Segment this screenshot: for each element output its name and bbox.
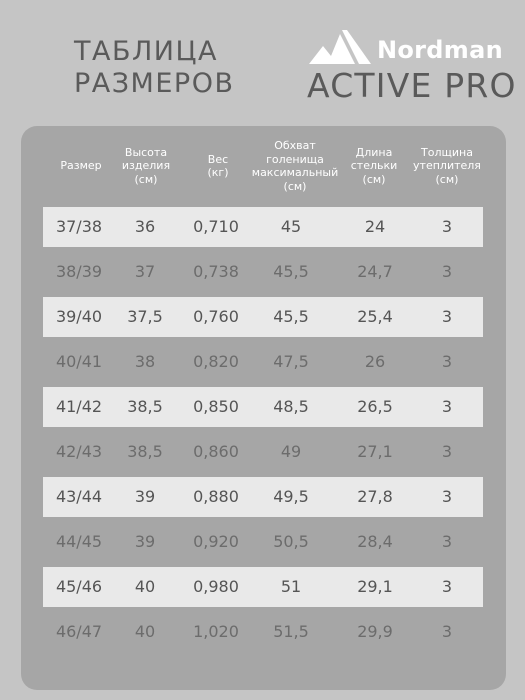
cell-insole-length: 26 bbox=[364, 352, 386, 372]
header-insole-length: Длина стельки (см) bbox=[350, 145, 398, 186]
cell-insole-length: 27,8 bbox=[357, 487, 393, 507]
cell-weight: 0,880 bbox=[193, 487, 239, 507]
cell-insole-length: 25,4 bbox=[357, 307, 393, 327]
cell-insulation: 3 bbox=[441, 442, 453, 462]
table-row bbox=[43, 477, 483, 517]
cell-size: 38/39 bbox=[55, 262, 103, 282]
cell-height: 39 bbox=[134, 532, 156, 552]
cell-height: 38,5 bbox=[127, 397, 163, 417]
cell-insulation: 3 bbox=[441, 307, 453, 327]
cell-insulation: 3 bbox=[441, 262, 453, 282]
cell-insulation: 3 bbox=[441, 352, 453, 372]
cell-weight: 1,020 bbox=[193, 622, 239, 642]
cell-size: 39/40 bbox=[55, 307, 103, 327]
cell-insulation: 3 bbox=[441, 217, 453, 237]
header-size: Размер bbox=[60, 159, 102, 173]
cell-insulation: 3 bbox=[441, 532, 453, 552]
cell-weight: 0,860 bbox=[193, 442, 239, 462]
table-row bbox=[43, 432, 483, 472]
cell-shaft-girth: 45,5 bbox=[273, 307, 309, 327]
cell-insole-length: 26,5 bbox=[357, 397, 393, 417]
table-body bbox=[43, 207, 483, 657]
table-row bbox=[43, 522, 483, 562]
cell-shaft-girth: 49 bbox=[280, 442, 302, 462]
cell-weight: 0,760 bbox=[193, 307, 239, 327]
cell-weight: 0,850 bbox=[193, 397, 239, 417]
table-header bbox=[21, 126, 506, 206]
cell-size: 44/45 bbox=[55, 532, 103, 552]
cell-height: 39 bbox=[134, 487, 156, 507]
cell-size: 40/41 bbox=[55, 352, 103, 372]
cell-insulation: 3 bbox=[441, 622, 453, 642]
cell-insole-length: 24,7 bbox=[357, 262, 393, 282]
cell-height: 40 bbox=[134, 622, 156, 642]
cell-shaft-girth: 45,5 bbox=[273, 262, 309, 282]
page-title bbox=[74, 36, 234, 100]
cell-insulation: 3 bbox=[441, 577, 453, 597]
table-row bbox=[43, 567, 483, 607]
cell-weight: 0,710 bbox=[193, 217, 239, 237]
title-line-1: ТАБЛИЦА bbox=[74, 36, 218, 67]
table-row bbox=[43, 612, 483, 652]
cell-shaft-girth: 51,5 bbox=[273, 622, 309, 642]
table-row bbox=[43, 207, 483, 247]
cell-insulation: 3 bbox=[441, 397, 453, 417]
brand-block bbox=[305, 28, 517, 105]
cell-height: 38,5 bbox=[127, 442, 163, 462]
brand-name: Nordman bbox=[377, 36, 503, 64]
cell-shaft-girth: 51 bbox=[280, 577, 302, 597]
title-line-2: РАЗМЕРОВ bbox=[74, 68, 235, 99]
cell-shaft-girth: 49,5 bbox=[273, 487, 309, 507]
cell-shaft-girth: 50,5 bbox=[273, 532, 309, 552]
cell-shaft-girth: 47,5 bbox=[273, 352, 309, 372]
cell-height: 40 bbox=[134, 577, 156, 597]
cell-weight: 0,920 bbox=[193, 532, 239, 552]
header-insulation-thickness: Толщина утеплителя (см) bbox=[413, 145, 481, 186]
product-name: ACTIVE PRO bbox=[307, 66, 517, 105]
cell-insole-length: 29,1 bbox=[357, 577, 393, 597]
nordman-mountains-logo-icon bbox=[309, 30, 371, 64]
header-shaft-girth: Обхват голенища максимальный (см) bbox=[251, 139, 339, 193]
table-row bbox=[43, 297, 483, 337]
cell-weight: 0,738 bbox=[193, 262, 239, 282]
cell-size: 43/44 bbox=[55, 487, 103, 507]
cell-height: 36 bbox=[134, 217, 156, 237]
cell-height: 37 bbox=[134, 262, 156, 282]
cell-size: 46/47 bbox=[55, 622, 103, 642]
cell-insole-length: 24 bbox=[364, 217, 386, 237]
table-row bbox=[43, 387, 483, 427]
cell-size: 42/43 bbox=[55, 442, 103, 462]
header-height: Высота изделия (см) bbox=[121, 145, 171, 186]
size-table bbox=[21, 126, 506, 690]
cell-weight: 0,820 bbox=[193, 352, 239, 372]
table-row bbox=[43, 252, 483, 292]
cell-insole-length: 27,1 bbox=[357, 442, 393, 462]
cell-height: 38 bbox=[134, 352, 156, 372]
cell-weight: 0,980 bbox=[193, 577, 239, 597]
cell-insulation: 3 bbox=[441, 487, 453, 507]
header-weight: Вес (кг) bbox=[207, 152, 229, 179]
table-row bbox=[43, 342, 483, 382]
cell-insole-length: 29,9 bbox=[357, 622, 393, 642]
cell-shaft-girth: 48,5 bbox=[273, 397, 309, 417]
cell-size: 41/42 bbox=[55, 397, 103, 417]
cell-height: 37,5 bbox=[127, 307, 163, 327]
cell-size: 37/38 bbox=[55, 217, 103, 237]
cell-insole-length: 28,4 bbox=[357, 532, 393, 552]
cell-shaft-girth: 45 bbox=[280, 217, 302, 237]
cell-size: 45/46 bbox=[55, 577, 103, 597]
